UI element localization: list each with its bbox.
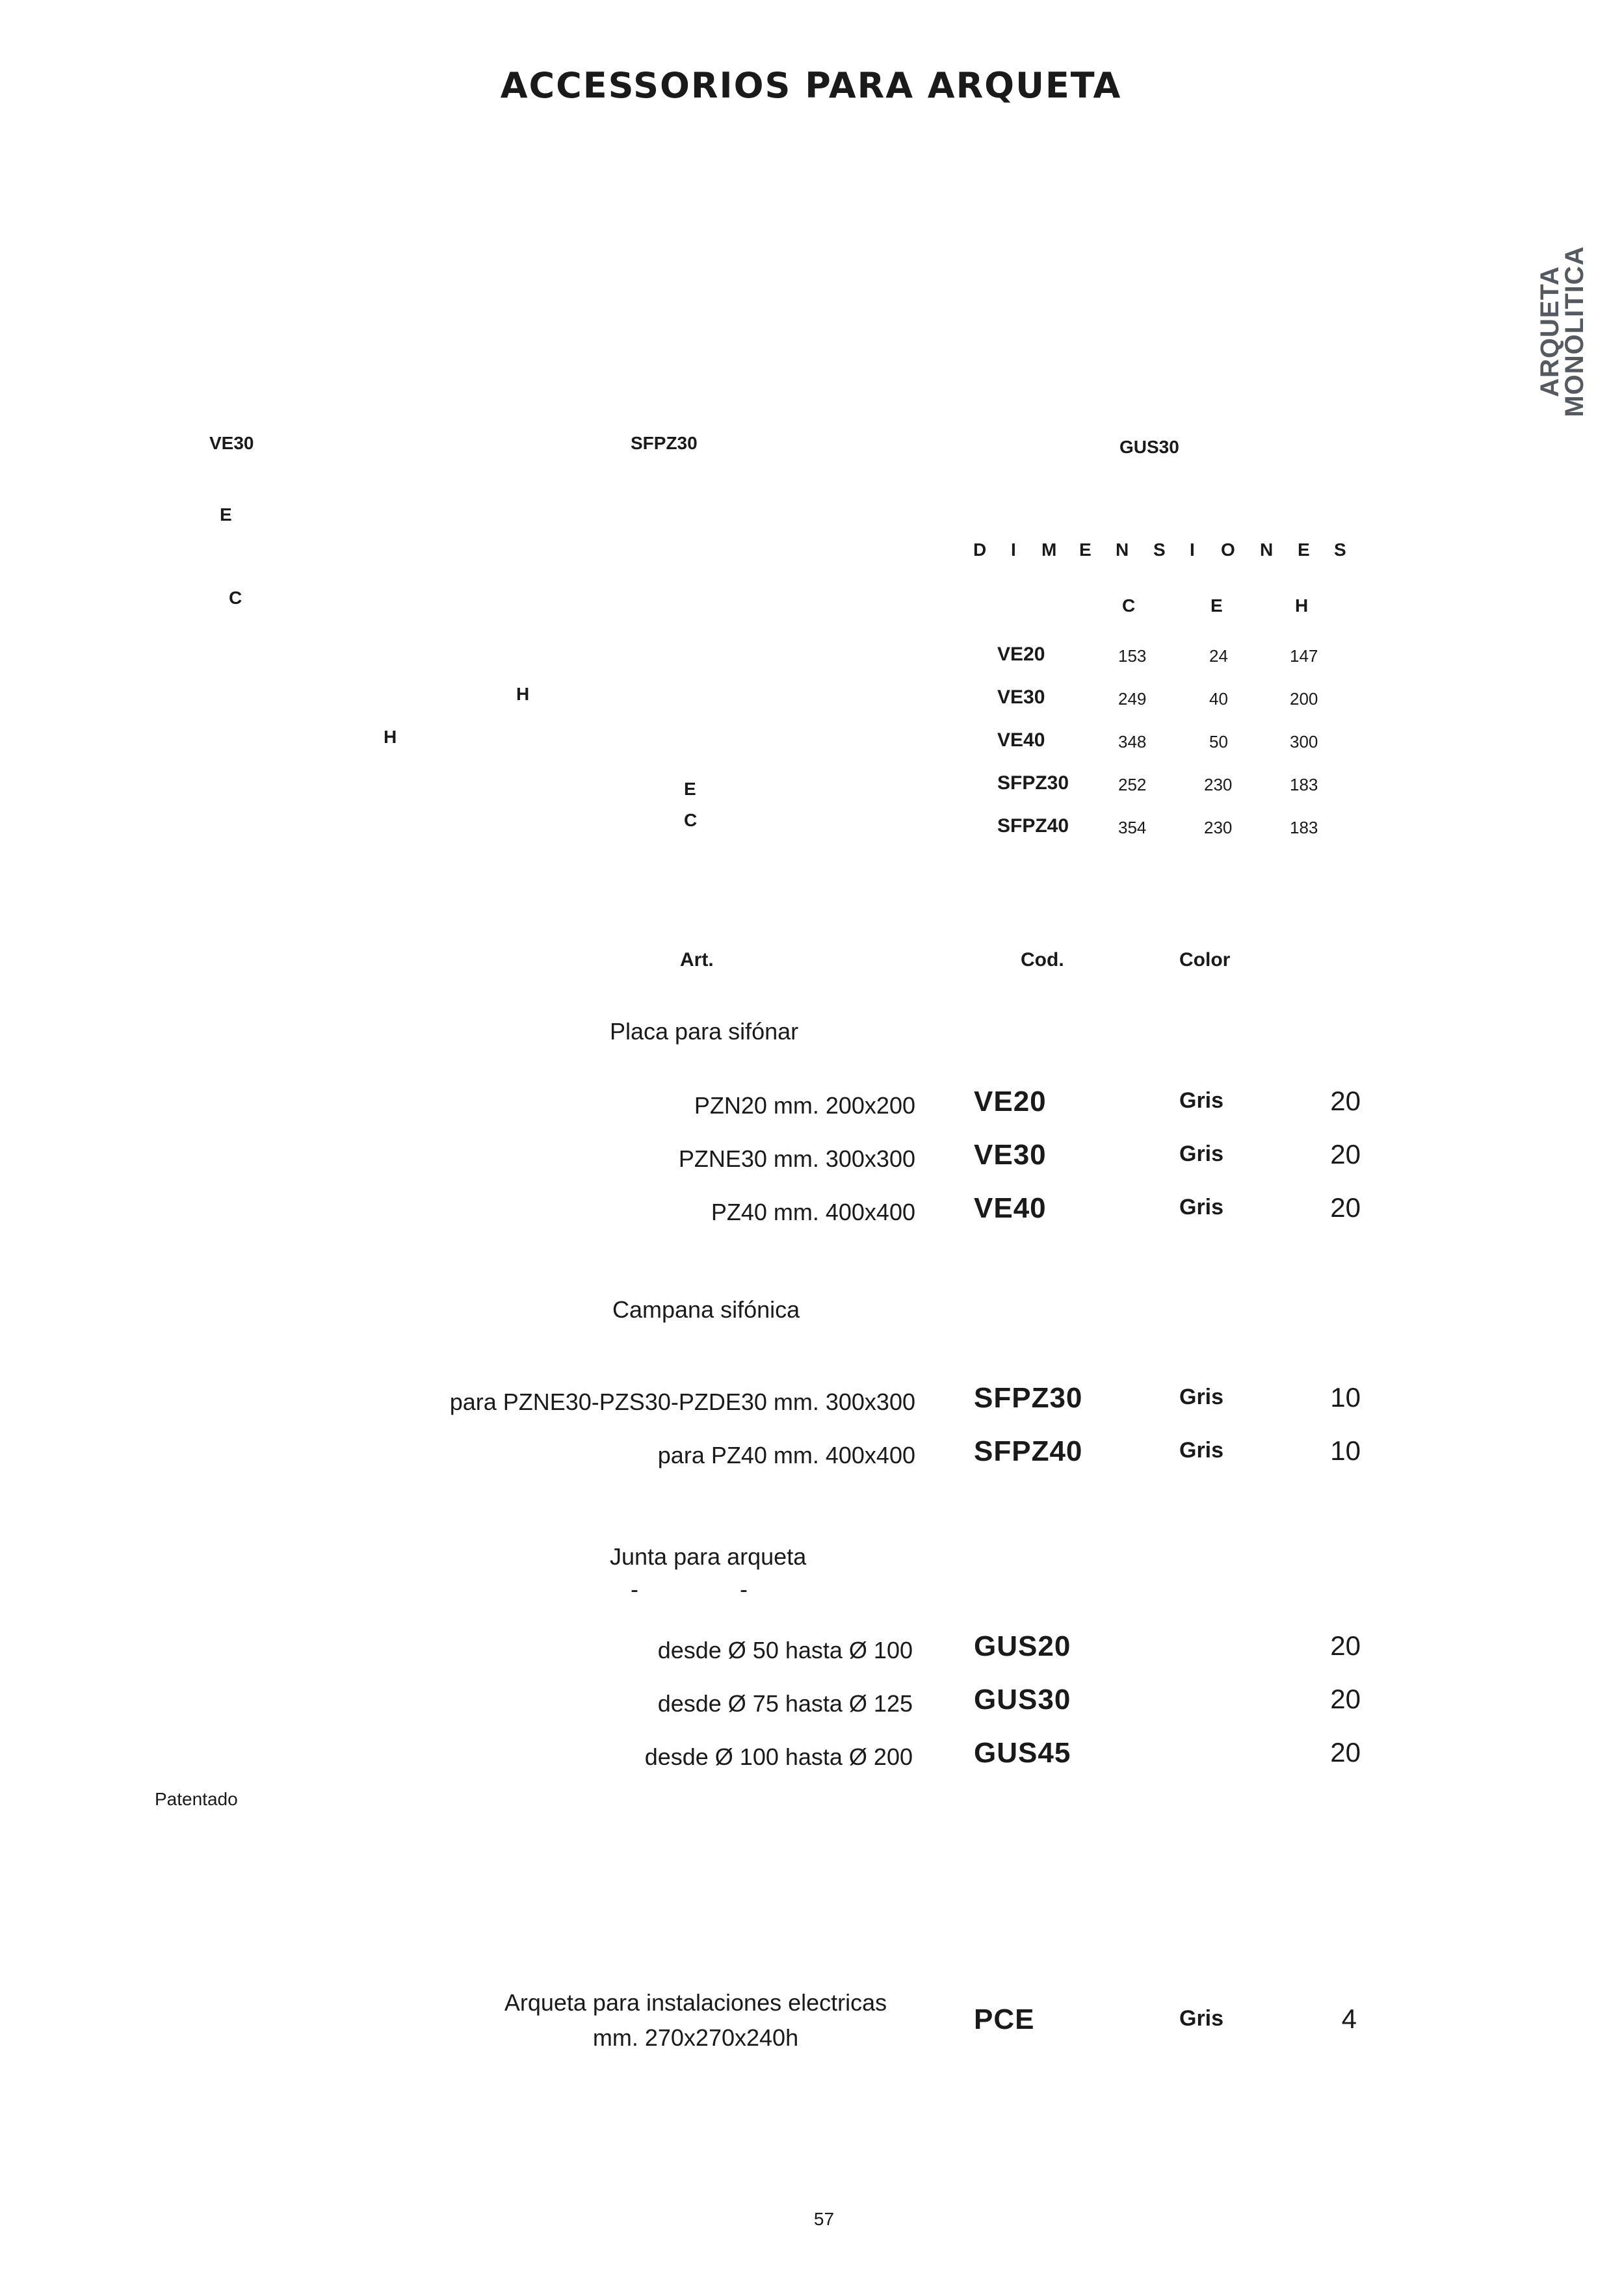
item-quantity: 10 bbox=[1330, 1435, 1361, 1466]
item-code: GUS30 bbox=[974, 1684, 1071, 1715]
dimensions-row-code: SFPZ30 bbox=[997, 772, 1069, 794]
dimensions-cell: 252 bbox=[1118, 775, 1147, 794]
item-description: PZN20 mm. 200x200 bbox=[694, 1092, 915, 1119]
figure-label-h: H bbox=[384, 727, 397, 747]
figure-label-e: E bbox=[220, 504, 232, 525]
item-description-dimensions: mm. 270x270x240h bbox=[592, 2024, 799, 2051]
dimensions-cell: 50 bbox=[1209, 732, 1228, 751]
item-code: VE40 bbox=[974, 1192, 1047, 1224]
item-color: Gris bbox=[1179, 1438, 1224, 1463]
dimensions-col-e: E bbox=[1210, 595, 1223, 616]
figure-label-gus30: GUS30 bbox=[1119, 437, 1179, 457]
item-quantity: 20 bbox=[1330, 1630, 1361, 1661]
dimensions-letter: D bbox=[973, 540, 987, 560]
item-description: para PZ40 mm. 400x400 bbox=[657, 1442, 915, 1468]
dimensions-cell: 24 bbox=[1209, 646, 1228, 666]
dimensions-letter: E bbox=[1298, 540, 1310, 560]
dimensions-letter: O bbox=[1221, 540, 1235, 560]
dimensions-letter: E bbox=[1079, 540, 1092, 560]
item-description: Arqueta para instalaciones electricas bbox=[504, 1989, 887, 2016]
dimensions-cell: 40 bbox=[1209, 689, 1228, 709]
item-color: Gris bbox=[1179, 1195, 1224, 1220]
item-quantity: 4 bbox=[1341, 2003, 1357, 2034]
item-description: PZNE30 mm. 300x300 bbox=[678, 1145, 915, 1172]
item-description: para PZNE30-PZS30-PZDE30 mm. 300x300 bbox=[449, 1389, 915, 1415]
section-dash: - bbox=[631, 1576, 638, 1602]
column-header-cod: Cod. bbox=[1021, 949, 1064, 971]
item-code: GUS45 bbox=[974, 1737, 1071, 1769]
item-quantity: 20 bbox=[1330, 1086, 1361, 1116]
side-section-tab bbox=[1507, 246, 1617, 417]
dimensions-letter: S bbox=[1334, 540, 1346, 560]
item-color: Gris bbox=[1179, 1088, 1224, 1113]
item-color: Gris bbox=[1179, 1141, 1224, 1166]
column-header-art: Art. bbox=[680, 949, 714, 971]
dimensions-row-code: VE30 bbox=[997, 686, 1045, 708]
section-title: Junta para arqueta bbox=[610, 1543, 807, 1570]
dimensions-letter: I bbox=[1011, 540, 1016, 560]
item-description: desde Ø 100 hasta Ø 200 bbox=[644, 1743, 913, 1770]
dimensions-cell: 230 bbox=[1204, 775, 1233, 794]
dimensions-cell: 300 bbox=[1290, 732, 1318, 751]
dimensions-cell: 183 bbox=[1290, 775, 1318, 794]
dimensions-col-h: H bbox=[1295, 595, 1309, 616]
item-quantity: 20 bbox=[1330, 1737, 1361, 1768]
item-code: VE20 bbox=[974, 1086, 1047, 1117]
figure-label-sfpz30: SFPZ30 bbox=[631, 433, 698, 453]
page-title: ACCESSORIOS PARA ARQUETA bbox=[500, 65, 1122, 106]
item-quantity: 20 bbox=[1330, 1684, 1361, 1714]
item-description: PZ40 mm. 400x400 bbox=[711, 1199, 915, 1225]
item-color: Gris bbox=[1179, 2006, 1224, 2031]
item-code: VE30 bbox=[974, 1139, 1047, 1171]
section-title: Placa para sifónar bbox=[610, 1018, 799, 1045]
figure-label-c: C bbox=[684, 810, 698, 830]
item-quantity: 20 bbox=[1330, 1139, 1361, 1169]
dimensions-letter: S bbox=[1153, 540, 1166, 560]
dimensions-cell: 200 bbox=[1290, 689, 1318, 709]
item-code: PCE bbox=[974, 2003, 1035, 2035]
figure-label-ve30: VE30 bbox=[209, 433, 254, 453]
patent-note: Patentado bbox=[155, 1789, 238, 1809]
dimensions-letter: M bbox=[1041, 540, 1057, 560]
item-code: SFPZ40 bbox=[974, 1435, 1083, 1467]
item-quantity: 20 bbox=[1330, 1192, 1361, 1223]
item-color: Gris bbox=[1179, 1385, 1224, 1409]
dimensions-letter: I bbox=[1190, 540, 1195, 560]
figure-label-h: H bbox=[516, 684, 530, 704]
dimensions-cell: 230 bbox=[1204, 818, 1233, 837]
page-number: 57 bbox=[813, 2209, 835, 2229]
dimensions-letter: N bbox=[1260, 540, 1274, 560]
section-dash: - bbox=[740, 1576, 748, 1602]
dimensions-row-code: VE40 bbox=[997, 729, 1045, 751]
column-header-color: Color bbox=[1179, 949, 1231, 971]
item-description: desde Ø 50 hasta Ø 100 bbox=[657, 1637, 913, 1663]
dimensions-cell: 354 bbox=[1118, 818, 1147, 837]
figure-label-e: E bbox=[684, 779, 696, 799]
dimensions-cell: 153 bbox=[1118, 646, 1147, 666]
dimensions-row-code: SFPZ40 bbox=[997, 815, 1069, 837]
item-quantity: 10 bbox=[1330, 1382, 1361, 1413]
item-description: desde Ø 75 hasta Ø 125 bbox=[657, 1690, 913, 1717]
dimensions-cell: 147 bbox=[1290, 646, 1318, 666]
item-code: GUS20 bbox=[974, 1630, 1071, 1662]
dimensions-row-code: VE20 bbox=[997, 644, 1045, 665]
side-tab-line2: MONOLITICA bbox=[1560, 246, 1589, 417]
figure-label-c: C bbox=[229, 588, 242, 608]
dimensions-letter: N bbox=[1116, 540, 1129, 560]
dimensions-cell: 183 bbox=[1290, 818, 1318, 837]
dimensions-cell: 249 bbox=[1118, 689, 1147, 709]
dimensions-cell: 348 bbox=[1118, 732, 1147, 751]
item-code: SFPZ30 bbox=[974, 1382, 1083, 1414]
section-title: Campana sifónica bbox=[612, 1296, 800, 1323]
dimensions-col-c: C bbox=[1122, 595, 1136, 616]
side-tab-line1: ARQUETA bbox=[1536, 266, 1564, 397]
